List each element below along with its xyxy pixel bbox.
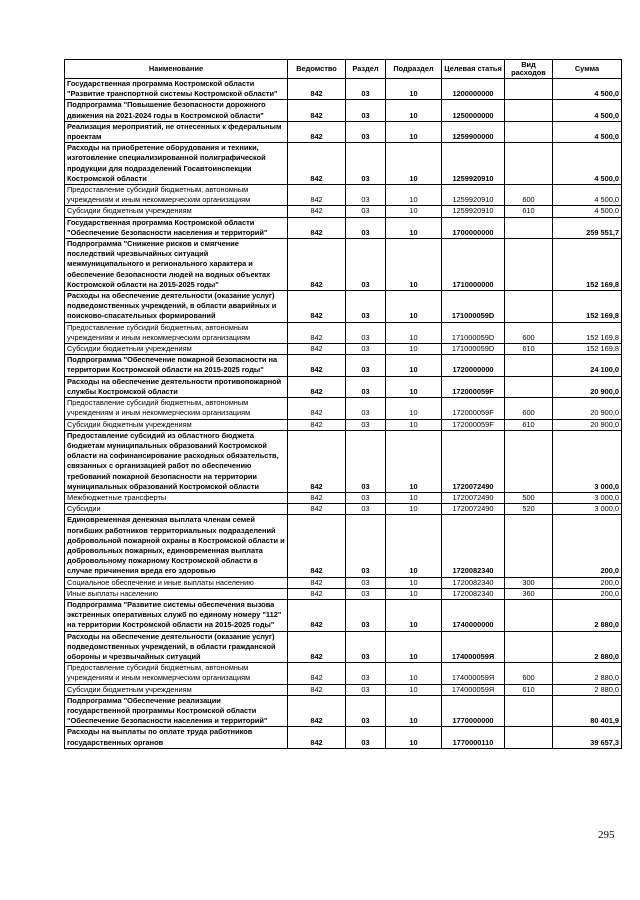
cell-amount: 152 169,8 — [553, 239, 622, 291]
cell-section: 03 — [346, 515, 386, 577]
cell-section: 03 — [346, 100, 386, 121]
table-row — [65, 121, 622, 142]
cell-name: Расходы на обеспечение деятельности (оказание услуг) подведомственных учреждений, в области гражданской обороны и чрезвычайных ситуаций — [65, 631, 288, 663]
cell-amount: 80 401,9 — [553, 695, 622, 727]
cell-name: Предоставление субсидий бюджетным, автономным учреждениям и иным некоммерческим организациям — [65, 185, 288, 206]
cell-subsection: 10 — [386, 376, 442, 397]
cell-expense-type — [505, 143, 553, 185]
cell-expense-type: 600 — [505, 185, 553, 206]
cell-department: 842 — [288, 322, 346, 343]
cell-expense-type — [505, 430, 553, 492]
table-header-row — [65, 60, 622, 79]
table-row — [65, 376, 622, 397]
cell-subsection: 10 — [386, 143, 442, 185]
cell-subsection: 10 — [386, 239, 442, 291]
cell-department: 842 — [288, 492, 346, 503]
table-row — [65, 322, 622, 343]
cell-name: Субсидии бюджетным учреждениям — [65, 419, 288, 430]
cell-department: 842 — [288, 239, 346, 291]
cell-name: Субсидии бюджетным учреждениям — [65, 684, 288, 695]
cell-expense-type — [505, 121, 553, 142]
cell-target-article: 172000059F — [442, 376, 505, 397]
cell-subsection: 10 — [386, 419, 442, 430]
cell-department: 842 — [288, 291, 346, 323]
cell-name: Предоставление субсидий бюджетным, автономным учреждениям и иным некоммерческим организациям — [65, 663, 288, 684]
table-row — [65, 419, 622, 430]
cell-amount: 152 169,8 — [553, 344, 622, 355]
cell-department: 842 — [288, 515, 346, 577]
cell-expense-type: 610 — [505, 344, 553, 355]
cell-department: 842 — [288, 206, 346, 217]
table-row — [65, 185, 622, 206]
cell-name: Подпрограмма "Повышение безопасности дорожного движения на 2021-2024 годы в Костромской области" — [65, 100, 288, 121]
cell-section: 03 — [346, 121, 386, 142]
cell-section: 03 — [346, 291, 386, 323]
table-row — [65, 588, 622, 599]
cell-amount: 200,0 — [553, 588, 622, 599]
table-row — [65, 684, 622, 695]
cell-section: 03 — [346, 663, 386, 684]
cell-department: 842 — [288, 100, 346, 121]
cell-name: Подпрограмма "Снижение рисков и смягчение последствий чрезвычайных ситуаций межмуниципального и регионального характера и обеспечение безопасности людей на водных объектах Костромской области на 2015-2025 годы" — [65, 239, 288, 291]
cell-expense-type: 500 — [505, 492, 553, 503]
cell-expense-type: 610 — [505, 419, 553, 430]
column-header-target-article: Целевая статья — [442, 60, 505, 79]
cell-subsection: 10 — [386, 492, 442, 503]
cell-expense-type: 300 — [505, 577, 553, 588]
cell-amount: 259 551,7 — [553, 217, 622, 238]
cell-subsection: 10 — [386, 344, 442, 355]
cell-subsection: 10 — [386, 515, 442, 577]
cell-name: Государственная программа Костромской области "Обеспечение безопасности населения и территорий" — [65, 217, 288, 238]
cell-section: 03 — [346, 419, 386, 430]
cell-name: Реализация мероприятий, не отнесенных к федеральным проектам — [65, 121, 288, 142]
cell-target-article: 171000059D — [442, 291, 505, 323]
cell-subsection: 10 — [386, 322, 442, 343]
cell-target-article: 174000059Я — [442, 631, 505, 663]
table-row — [65, 599, 622, 631]
column-header-section: Раздел — [346, 60, 386, 79]
cell-department: 842 — [288, 79, 346, 100]
cell-expense-type — [505, 631, 553, 663]
table-row — [65, 663, 622, 684]
cell-name: Субсидии бюджетным учреждениям — [65, 206, 288, 217]
cell-target-article: 1720082340 — [442, 588, 505, 599]
cell-name: Иные выплаты населению — [65, 588, 288, 599]
cell-section: 03 — [346, 206, 386, 217]
cell-department: 842 — [288, 588, 346, 599]
cell-expense-type — [505, 727, 553, 748]
cell-name: Субсидии — [65, 504, 288, 515]
cell-name: Подпрограмма "Обеспечение пожарной безопасности на территории Костромской области на 2015-2025 годы" — [65, 355, 288, 376]
table-row — [65, 504, 622, 515]
cell-name: Социальное обеспечение и иные выплаты населению — [65, 577, 288, 588]
page-number: 295 — [598, 829, 615, 841]
cell-name: Субсидии бюджетным учреждениям — [65, 344, 288, 355]
cell-subsection: 10 — [386, 355, 442, 376]
table-row — [65, 79, 622, 100]
table-row — [65, 430, 622, 492]
cell-subsection: 10 — [386, 684, 442, 695]
cell-expense-type: 600 — [505, 322, 553, 343]
cell-target-article: 172000059F — [442, 419, 505, 430]
cell-amount: 2 880,0 — [553, 663, 622, 684]
cell-section: 03 — [346, 79, 386, 100]
table-row — [65, 217, 622, 238]
cell-target-article: 1250000000 — [442, 100, 505, 121]
cell-target-article: 1720082340 — [442, 577, 505, 588]
cell-section: 03 — [346, 185, 386, 206]
cell-target-article: 1200000000 — [442, 79, 505, 100]
cell-section: 03 — [346, 398, 386, 419]
cell-amount: 2 880,0 — [553, 684, 622, 695]
cell-section: 03 — [346, 588, 386, 599]
cell-department: 842 — [288, 143, 346, 185]
cell-department: 842 — [288, 577, 346, 588]
cell-section: 03 — [346, 631, 386, 663]
cell-expense-type — [505, 217, 553, 238]
cell-target-article: 1259920910 — [442, 185, 505, 206]
cell-amount: 39 657,3 — [553, 727, 622, 748]
cell-subsection: 10 — [386, 121, 442, 142]
cell-expense-type: 600 — [505, 398, 553, 419]
cell-department: 842 — [288, 684, 346, 695]
cell-subsection: 10 — [386, 631, 442, 663]
cell-target-article: 1740000000 — [442, 599, 505, 631]
cell-target-article: 1710000000 — [442, 239, 505, 291]
cell-department: 842 — [288, 121, 346, 142]
table-row — [65, 515, 622, 577]
cell-section: 03 — [346, 599, 386, 631]
cell-expense-type: 610 — [505, 206, 553, 217]
cell-amount: 4 500,0 — [553, 143, 622, 185]
cell-expense-type — [505, 695, 553, 727]
cell-subsection: 10 — [386, 727, 442, 748]
cell-target-article: 1259900000 — [442, 121, 505, 142]
cell-target-article: 1700000000 — [442, 217, 505, 238]
cell-subsection: 10 — [386, 577, 442, 588]
table-row — [65, 355, 622, 376]
cell-subsection: 10 — [386, 398, 442, 419]
cell-subsection: 10 — [386, 79, 442, 100]
cell-section: 03 — [346, 239, 386, 291]
cell-target-article: 171000059D — [442, 344, 505, 355]
cell-target-article: 1720000000 — [442, 355, 505, 376]
table-row — [65, 239, 622, 291]
column-header-amount: Сумма — [553, 60, 622, 79]
cell-section: 03 — [346, 727, 386, 748]
cell-section: 03 — [346, 577, 386, 588]
cell-amount: 20 900,0 — [553, 376, 622, 397]
cell-name: Подпрограмма "Развитие системы обеспечения вызова экстренных оперативных служб по единому номеру "112" на территории Костромской области на 2015-2025 годы" — [65, 599, 288, 631]
cell-department: 842 — [288, 727, 346, 748]
cell-amount: 200,0 — [553, 577, 622, 588]
table-row — [65, 344, 622, 355]
column-header-expense-type: Вид расходов — [505, 60, 553, 79]
cell-subsection: 10 — [386, 291, 442, 323]
cell-expense-type: 600 — [505, 663, 553, 684]
cell-expense-type — [505, 376, 553, 397]
table-row — [65, 143, 622, 185]
cell-subsection: 10 — [386, 430, 442, 492]
cell-section: 03 — [346, 322, 386, 343]
table-row — [65, 727, 622, 748]
cell-amount: 24 100,0 — [553, 355, 622, 376]
table-row — [65, 492, 622, 503]
cell-department: 842 — [288, 398, 346, 419]
cell-amount: 3 000,0 — [553, 430, 622, 492]
cell-subsection: 10 — [386, 100, 442, 121]
table-row — [65, 398, 622, 419]
cell-amount: 2 880,0 — [553, 599, 622, 631]
cell-target-article: 1259920910 — [442, 206, 505, 217]
table-row — [65, 695, 622, 727]
cell-name: Межбюджетные трансферты — [65, 492, 288, 503]
cell-name: Расходы на обеспечение деятельности противопожарной службы Костромской области — [65, 376, 288, 397]
cell-expense-type — [505, 100, 553, 121]
table-row — [65, 577, 622, 588]
cell-amount: 4 500,0 — [553, 185, 622, 206]
cell-department: 842 — [288, 185, 346, 206]
cell-target-article: 174000059Я — [442, 684, 505, 695]
column-header-department: Ведомство — [288, 60, 346, 79]
cell-amount: 4 500,0 — [553, 206, 622, 217]
table-row — [65, 100, 622, 121]
cell-amount: 4 500,0 — [553, 121, 622, 142]
cell-name: Единовременная денежная выплата членам семей погибших работников территориальных подразделений добровольной пожарной охраны в Костромской области и добровольных пожарных, единовременная выплата добровольному пожарному Костромской области в случае причинения вреда его здоровью — [65, 515, 288, 577]
cell-section: 03 — [346, 143, 386, 185]
column-header-name: Наименование — [65, 60, 288, 79]
cell-department: 842 — [288, 695, 346, 727]
cell-department: 842 — [288, 217, 346, 238]
cell-amount: 2 880,0 — [553, 631, 622, 663]
cell-name: Предоставление субсидий бюджетным, автономным учреждениям и иным некоммерческим организациям — [65, 398, 288, 419]
cell-department: 842 — [288, 430, 346, 492]
cell-expense-type — [505, 515, 553, 577]
cell-name: Государственная программа Костромской области "Развитие транспортной системы Костромской области" — [65, 79, 288, 100]
cell-subsection: 10 — [386, 599, 442, 631]
cell-section: 03 — [346, 504, 386, 515]
cell-department: 842 — [288, 599, 346, 631]
cell-amount: 3 000,0 — [553, 504, 622, 515]
table-body — [65, 79, 622, 749]
cell-subsection: 10 — [386, 206, 442, 217]
cell-target-article: 174000059Я — [442, 663, 505, 684]
cell-amount: 4 500,0 — [553, 100, 622, 121]
cell-expense-type — [505, 291, 553, 323]
table-row — [65, 206, 622, 217]
cell-amount: 152 169,8 — [553, 322, 622, 343]
cell-department: 842 — [288, 419, 346, 430]
cell-target-article: 1259920910 — [442, 143, 505, 185]
cell-subsection: 10 — [386, 695, 442, 727]
cell-expense-type — [505, 599, 553, 631]
cell-expense-type: 520 — [505, 504, 553, 515]
cell-expense-type — [505, 239, 553, 291]
cell-expense-type: 360 — [505, 588, 553, 599]
cell-name: Расходы на выплаты по оплате труда работников государственных органов — [65, 727, 288, 748]
cell-target-article: 1720072490 — [442, 492, 505, 503]
cell-expense-type — [505, 79, 553, 100]
cell-section: 03 — [346, 492, 386, 503]
cell-department: 842 — [288, 376, 346, 397]
cell-name: Расходы на приобретение оборудования и техники, изготовление специализированной полиграфической продукции для подразделений Госавтоинспекции Костромской области — [65, 143, 288, 185]
cell-amount: 4 500,0 — [553, 79, 622, 100]
cell-target-article: 1770000110 — [442, 727, 505, 748]
cell-department: 842 — [288, 504, 346, 515]
cell-name: Предоставление субсидий из областного бюджета бюджетам муниципальных образований Костромской области на софинансирование расходных обязательств, связанных с организацией работ по обеспечению требований пожарной безопасности на территории муниципальных образований Костромской области — [65, 430, 288, 492]
cell-amount: 3 000,0 — [553, 492, 622, 503]
cell-subsection: 10 — [386, 588, 442, 599]
cell-section: 03 — [346, 376, 386, 397]
cell-name: Расходы на обеспечение деятельности (оказание услуг) подведомственных учреждений, в области аварийных и поисково-спасательных формирований — [65, 291, 288, 323]
cell-expense-type: 610 — [505, 684, 553, 695]
cell-department: 842 — [288, 663, 346, 684]
cell-amount: 200,0 — [553, 515, 622, 577]
cell-section: 03 — [346, 695, 386, 727]
cell-amount: 20 900,0 — [553, 398, 622, 419]
table-row — [65, 631, 622, 663]
cell-department: 842 — [288, 631, 346, 663]
cell-section: 03 — [346, 430, 386, 492]
cell-name: Предоставление субсидий бюджетным, автономным учреждениям и иным некоммерческим организациям — [65, 322, 288, 343]
cell-subsection: 10 — [386, 504, 442, 515]
cell-target-article: 1770000000 — [442, 695, 505, 727]
cell-amount: 152 169,8 — [553, 291, 622, 323]
cell-department: 842 — [288, 355, 346, 376]
cell-section: 03 — [346, 355, 386, 376]
cell-target-article: 171000059D — [442, 322, 505, 343]
cell-subsection: 10 — [386, 663, 442, 684]
cell-target-article: 1720072490 — [442, 504, 505, 515]
table-row — [65, 291, 622, 323]
cell-subsection: 10 — [386, 217, 442, 238]
cell-target-article: 1720082340 — [442, 515, 505, 577]
cell-target-article: 1720072490 — [442, 430, 505, 492]
cell-section: 03 — [346, 684, 386, 695]
cell-section: 03 — [346, 217, 386, 238]
cell-target-article: 172000059F — [442, 398, 505, 419]
cell-expense-type — [505, 355, 553, 376]
cell-section: 03 — [346, 344, 386, 355]
cell-name: Подпрограмма "Обеспечение реализации государственной программы Костромской области "Обеспечение безопасности населения и территорий" — [65, 695, 288, 727]
cell-department: 842 — [288, 344, 346, 355]
budget-table — [64, 59, 622, 749]
cell-subsection: 10 — [386, 185, 442, 206]
cell-amount: 20 900,0 — [553, 419, 622, 430]
column-header-subsection: Подраздел — [386, 60, 442, 79]
